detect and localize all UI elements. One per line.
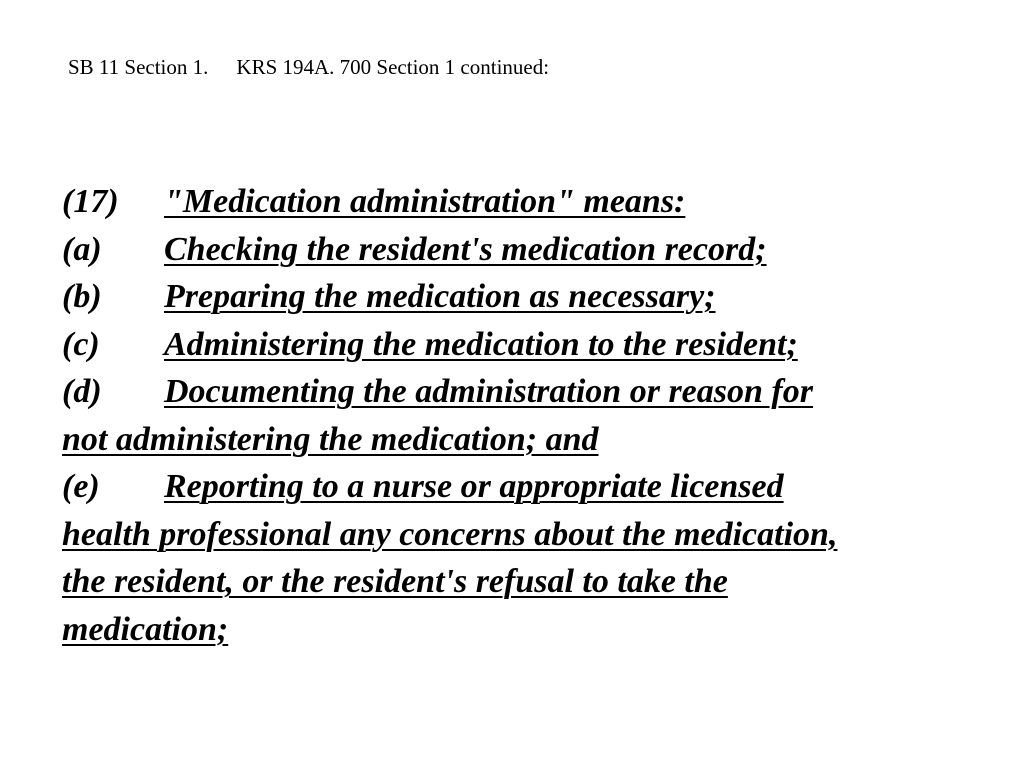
item-text: Documenting the administration or reason for xyxy=(164,373,813,410)
header-bill-section: SB 11 Section 1. xyxy=(68,55,209,79)
definition-item-e-continuation-2: the resident, or the resident's refusal to take the xyxy=(62,563,728,600)
item-text: Preparing the medication as necessary; xyxy=(164,278,716,315)
definition-item-e-continuation-1: health professional any concerns about the medication, xyxy=(62,515,838,553)
slide-header xyxy=(68,54,549,80)
header-statute-reference: KRS 194A. 700 Section 1 continued: xyxy=(236,55,550,79)
item-label: (d) xyxy=(62,373,102,410)
definition-item-d xyxy=(62,368,1002,416)
definition-item-d-continuation: not administering the medication; and xyxy=(62,420,599,458)
item-label: (e) xyxy=(62,468,100,505)
definition-item-a xyxy=(62,226,1002,274)
item-text: Administering the medication to the resident; xyxy=(164,325,798,363)
item-text: Reporting to a nurse or appropriate licensed xyxy=(164,468,784,505)
item-label: (b) xyxy=(62,278,102,315)
definition-heading xyxy=(62,178,1002,226)
definition-item-e xyxy=(62,463,1002,511)
definition-item-c xyxy=(62,321,1002,369)
definition-title: "Medication administration" means: xyxy=(164,183,686,220)
definition-item-b xyxy=(62,273,1002,321)
item-label: (a) xyxy=(62,230,102,268)
item-text: Checking the resident's medication record; xyxy=(164,230,767,268)
definition-text xyxy=(62,178,1002,653)
item-label: (c) xyxy=(62,325,100,363)
definition-item-e-continuation-3: medication; xyxy=(62,610,229,648)
definition-number: (17) xyxy=(62,183,119,220)
